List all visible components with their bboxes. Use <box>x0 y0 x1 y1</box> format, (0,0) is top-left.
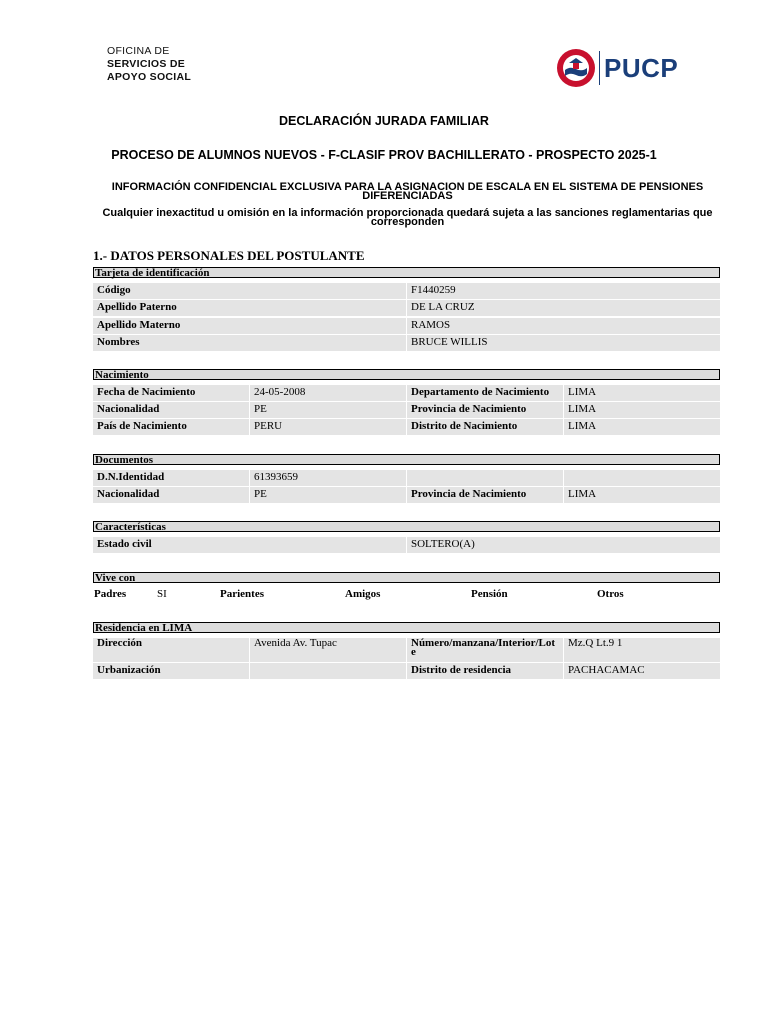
field-label <box>407 470 563 486</box>
field-value: LIMA <box>564 385 720 401</box>
field-label: Distrito de Nacimiento <box>407 419 563 435</box>
field-label: D.N.Identidad <box>93 470 249 486</box>
lives-with-label: Parientes <box>220 588 264 600</box>
field-value: RAMOS <box>407 318 720 334</box>
process-title: PROCESO DE ALUMNOS NUEVOS - F-CLASIF PROV BACHILLERATO - PROSPECTO 2025-1 <box>111 148 657 162</box>
lives-with-value: SI <box>157 588 167 600</box>
field-label: Dirección <box>93 638 249 662</box>
field-value: BRUCE WILLIS <box>407 335 720 351</box>
field-label: Urbanización <box>93 663 249 679</box>
office-logo-line-3: APOYO SOCIAL <box>107 71 192 83</box>
field-label: País de Nacimiento <box>93 419 249 435</box>
field-label: Nacionalidad <box>93 487 249 503</box>
field-value: SOLTERO(A) <box>407 537 720 553</box>
office-logo <box>107 45 191 84</box>
lives-with-label: Padres <box>94 588 127 600</box>
field-value <box>250 663 406 679</box>
pucp-seal-icon <box>556 48 596 88</box>
field-label: Apellido Paterno <box>93 300 406 316</box>
field-value: 61393659 <box>250 470 406 486</box>
logo-separator <box>599 51 600 85</box>
field-label: Nacionalidad <box>93 402 249 418</box>
field-label: Número/manzana/Interior/Lote <box>407 638 563 662</box>
lives-with-header: Vive con <box>93 572 720 583</box>
field-value <box>564 470 720 486</box>
field-value: LIMA <box>564 487 720 503</box>
field-label: Provincia de Nacimiento <box>407 402 563 418</box>
residence-header: Residencia en LIMA <box>93 622 720 633</box>
field-label: Estado civil <box>93 537 406 553</box>
lives-with-label: Pensión <box>471 588 508 600</box>
confidential-notice: INFORMACIÓN CONFIDENCIAL EXCLUSIVA PARA LA ASIGNACION DE ESCALA EN EL SISTEMA DE PENSIONES DIFERENCIADAS <box>111 181 704 202</box>
field-label: Fecha de Nacimiento <box>93 385 249 401</box>
section-1-title: 1.- DATOS PERSONALES DEL POSTULANTE <box>93 248 365 263</box>
sanctions-notice: Cualquier inexactitud u omisión en la información proporcionada quedará sujeta a las sanciones reglamentarias que corresponden <box>102 207 713 228</box>
field-label: Código <box>93 283 406 299</box>
document-title: DECLARACIÓN JURADA FAMILIAR <box>279 114 489 128</box>
documents-header: Documentos <box>93 454 720 465</box>
field-value: Avenida Av. Tupac <box>250 638 406 662</box>
field-value: PACHACAMAC <box>564 663 720 679</box>
field-value: Mz.Q Lt.9 1 <box>564 638 720 662</box>
pucp-wordmark: PUCP <box>604 53 679 83</box>
birth-header: Nacimiento <box>93 369 720 380</box>
field-value: PE <box>250 402 406 418</box>
field-value: LIMA <box>564 419 720 435</box>
field-value: 24-05-2008 <box>250 385 406 401</box>
office-logo-line-1: OFICINA DE <box>107 45 170 57</box>
pucp-logo <box>556 48 678 88</box>
field-label: Nombres <box>93 335 406 351</box>
field-value: DE LA CRUZ <box>407 300 720 316</box>
characteristics-header: Características <box>93 521 720 532</box>
field-label: Provincia de Nacimiento <box>407 487 563 503</box>
office-logo-line-2: SERVICIOS DE <box>107 58 186 70</box>
identification-header: Tarjeta de identificación <box>93 267 720 278</box>
field-value: PERU <box>250 419 406 435</box>
lives-with-label: Otros <box>597 588 624 600</box>
field-label: Departamento de Nacimiento <box>407 385 563 401</box>
field-value: LIMA <box>564 402 720 418</box>
field-value: PE <box>250 487 406 503</box>
field-label: Apellido Materno <box>93 318 406 334</box>
field-value: F1440259 <box>407 283 720 299</box>
lives-with-label: Amigos <box>345 588 381 600</box>
field-label: Distrito de residencia <box>407 663 563 679</box>
